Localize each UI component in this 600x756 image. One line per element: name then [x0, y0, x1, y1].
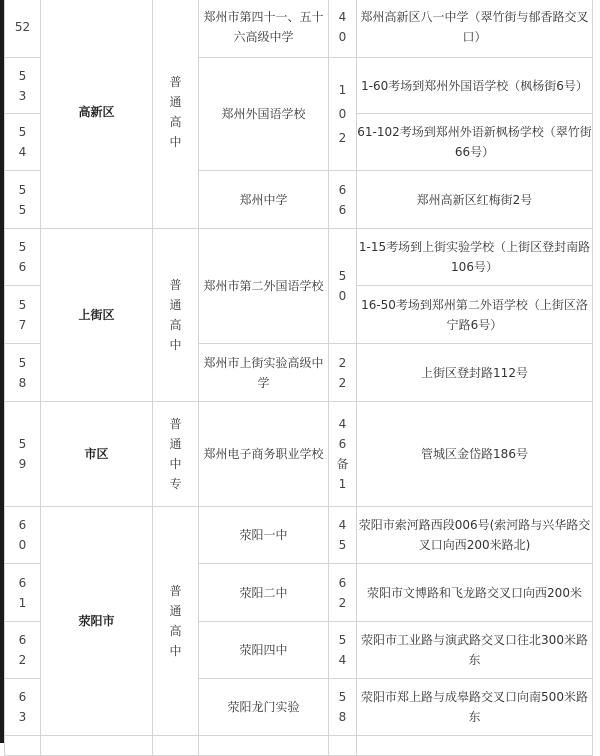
address-cell: 荥阳市郑上路与成皋路交叉口向南500米路东: [357, 679, 593, 736]
count-cell: 54: [329, 622, 357, 679]
row-number: [5, 736, 41, 756]
exam-venue-table: [4, 0, 593, 756]
school-cell: 荥阳四中: [199, 622, 329, 679]
district-cell: 市区: [41, 402, 153, 507]
row-number: 61: [5, 564, 41, 622]
row-number: 52: [5, 0, 41, 58]
row-number: 62: [5, 622, 41, 679]
row-number: 60: [5, 507, 41, 564]
address-cell: [357, 736, 593, 756]
row-number: 55: [5, 171, 41, 229]
school-type-cell: 普通高中: [153, 0, 199, 229]
address-cell: 郑州高新区八一中学（翠竹街与郁香路交叉口）: [357, 0, 593, 58]
row-number: 63: [5, 679, 41, 736]
school-cell: 郑州市上街实验高级中学: [199, 344, 329, 402]
table-row: [5, 402, 593, 507]
school-cell: 荥阳一中: [199, 507, 329, 564]
count-cell: 66: [329, 171, 357, 229]
school-type-cell: 普通高中: [153, 507, 199, 736]
school-cell: 郑州电子商务职业学校: [199, 402, 329, 507]
address-cell: 61-102考场到郑州外语新枫杨学校（翠竹街66号）: [357, 114, 593, 171]
row-number: 56: [5, 229, 41, 286]
table-row: [5, 507, 593, 564]
count-cell: 45: [329, 507, 357, 564]
count-cell: 40: [329, 0, 357, 58]
count-cell: [329, 736, 357, 756]
table-row: [5, 736, 593, 756]
address-cell: 荥阳市文博路和飞龙路交叉口向西200米: [357, 564, 593, 622]
address-cell: 郑州高新区红梅街2号: [357, 171, 593, 229]
school-cell: 郑州外国语学校: [199, 58, 329, 171]
school-cell: 郑州市第二外国语学校: [199, 229, 329, 344]
row-number: 57: [5, 286, 41, 344]
school-cell: [199, 736, 329, 756]
row-number: 59: [5, 402, 41, 507]
address-cell: 1-15考场到上街实验学校（上街区登封南路106号）: [357, 229, 593, 286]
district-cell: 高新区: [41, 0, 153, 229]
district-cell: [41, 736, 153, 756]
row-number: 58: [5, 344, 41, 402]
school-cell: 荥阳二中: [199, 564, 329, 622]
table-row: [5, 0, 593, 58]
count-cell: 102: [329, 58, 357, 171]
count-cell: 58: [329, 679, 357, 736]
address-cell: 荥阳市工业路与演武路交叉口往北300米路东: [357, 622, 593, 679]
address-cell: 上街区登封路112号: [357, 344, 593, 402]
count-cell: 50: [329, 229, 357, 344]
school-cell: 荥阳龙门实验: [199, 679, 329, 736]
address-cell: 16-50考场到郑州第二外语学校（上街区洛宁路6号）: [357, 286, 593, 344]
row-number: 54: [5, 114, 41, 171]
row-number: 53: [5, 58, 41, 114]
count-cell: 22: [329, 344, 357, 402]
address-cell: 荥阳市索河路西段006号(索河路与兴华路交叉口向西200米路北): [357, 507, 593, 564]
count-cell: 62: [329, 564, 357, 622]
school-cell: 郑州市第四十一、五十六高级中学: [199, 0, 329, 58]
address-cell: 管城区金岱路186号: [357, 402, 593, 507]
count-cell: 46备1: [329, 402, 357, 507]
school-type-cell: [153, 736, 199, 756]
school-type-cell: 普通中专: [153, 402, 199, 507]
district-cell: 上街区: [41, 229, 153, 402]
school-type-cell: 普通高中: [153, 229, 199, 402]
table-row: [5, 229, 593, 286]
address-cell: 1-60考场到郑州外国语学校（枫杨街6号）: [357, 58, 593, 114]
district-cell: 荥阳市: [41, 507, 153, 736]
school-cell: 郑州中学: [199, 171, 329, 229]
